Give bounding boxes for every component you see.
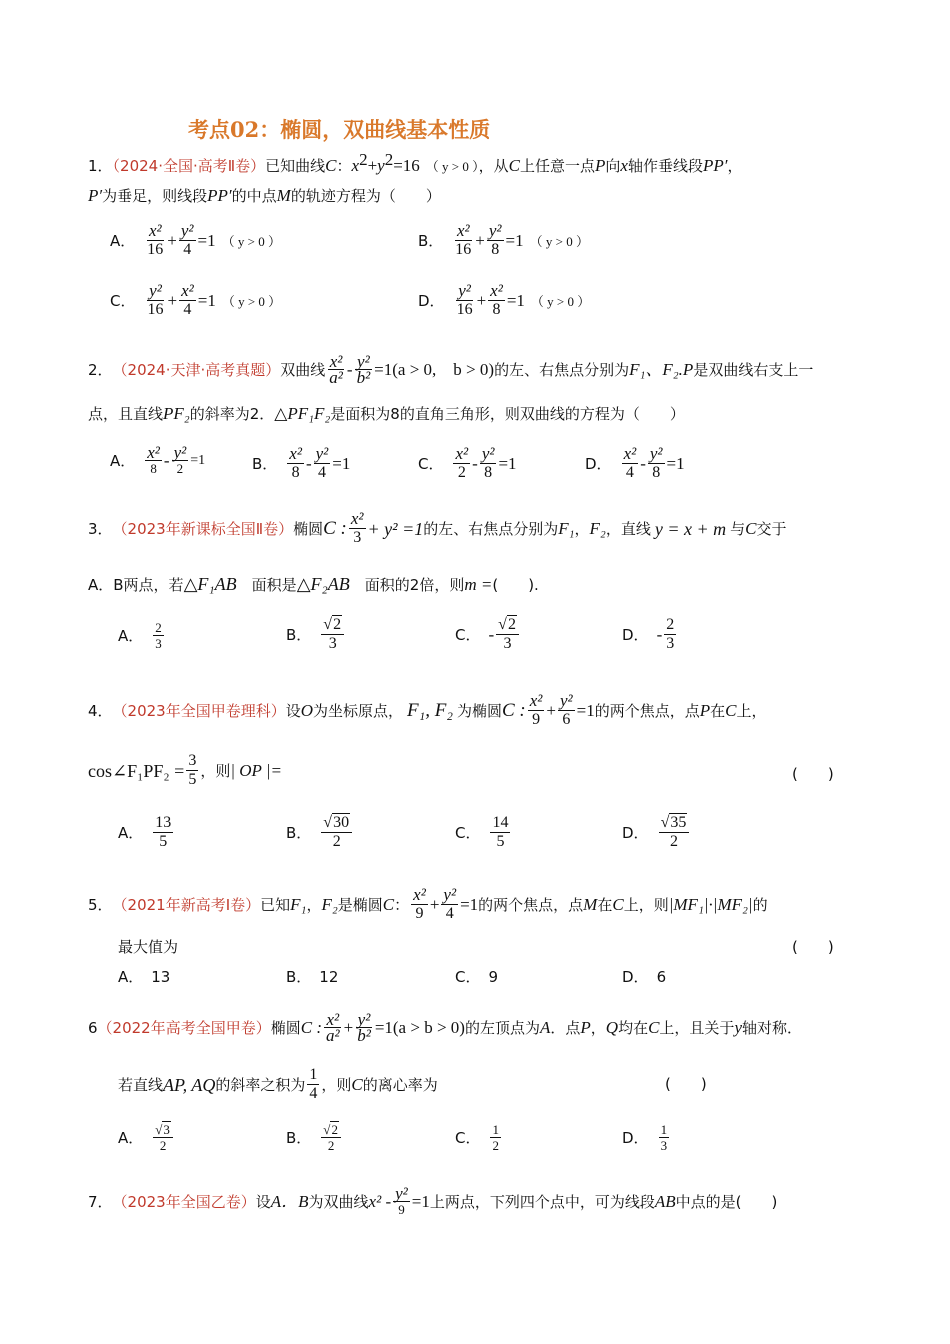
operator: + <box>546 700 556 720</box>
q7-math: AB <box>654 1191 676 1211</box>
fraction-numerator: 1 <box>309 1066 318 1083</box>
q4-text: 在 <box>710 701 726 720</box>
q5-math: C <box>612 894 624 914</box>
option-label: D． <box>585 455 612 473</box>
q1-math: PP′ <box>702 156 728 175</box>
fraction-numerator: y² <box>488 221 502 240</box>
q1-math: P′ <box>88 186 103 205</box>
q6-math: A <box>539 1017 551 1037</box>
q1-option-b[interactable] <box>418 222 589 259</box>
q3-text: 的左、右焦点分别为 <box>423 519 559 538</box>
fraction-denominator: 9 <box>398 1202 405 1217</box>
q3-math: △F₂AB <box>296 574 350 594</box>
fraction-numerator: y² <box>395 1184 408 1203</box>
q1-text: ： <box>336 157 352 175</box>
q6-math: AP, AQ <box>163 1074 216 1095</box>
q1-condition: （ y > 0 ） <box>425 159 479 174</box>
q4-text: 设 <box>285 701 301 720</box>
q2-option-b[interactable] <box>252 445 350 482</box>
fraction-numerator: 35 <box>670 814 687 831</box>
option-label: B． <box>252 455 278 473</box>
q5-option-b[interactable] <box>286 966 338 987</box>
q5-text: 的两个焦点，点 <box>478 895 584 914</box>
fraction-numerator: 3 <box>163 1122 170 1137</box>
fraction-numerator: 2 <box>331 1122 338 1137</box>
q2-text: 是面积为8的直角三角形，则双曲线的方程为（ ） <box>330 405 685 423</box>
q4-math: cos∠F₁PF₂ = <box>88 760 185 781</box>
option-label: B． <box>286 824 312 842</box>
fraction-numerator: y² <box>560 691 573 710</box>
fraction-denominator: 3 <box>353 529 362 546</box>
option-label: C． <box>455 824 481 842</box>
q6-text: 若直线 <box>118 1075 164 1094</box>
q3-math: m = <box>464 575 493 594</box>
question-1-line-1: 1．（2024·全国·高考Ⅱ卷）已知曲线C：$x^2+y^2=16$ （ y > 0 ），从C上任意一点P向x轴作垂线段PP′， <box>88 150 743 175</box>
q1-text: 上任意一点 <box>520 157 596 175</box>
fraction-denominator: 4 <box>183 241 192 258</box>
equation-rhs: =1 <box>576 700 595 720</box>
equation-rhs: =1 <box>666 453 685 473</box>
fraction-denominator: 3 <box>503 635 512 652</box>
operator: - <box>163 450 170 470</box>
equation-rhs: =1(a > 0, b > 0) <box>374 359 495 379</box>
equation-rhs: =1 <box>411 1191 430 1211</box>
fraction-denominator: 3 <box>155 636 162 651</box>
q5-text: 上，则 <box>623 895 669 914</box>
q6-option-d[interactable] <box>622 1122 671 1153</box>
fraction-denominator: 3 <box>666 635 675 652</box>
option-label: D． <box>622 968 649 986</box>
q3-math: + y² =1 <box>367 518 424 539</box>
option-value: 13 <box>151 967 171 986</box>
fraction-numerator: y² <box>315 444 329 463</box>
q6-math: P <box>580 1017 591 1037</box>
operator: + <box>429 894 440 914</box>
q3-math: F₁ <box>558 518 575 538</box>
fraction-numerator: y² <box>443 885 457 904</box>
fraction-denominator: b² <box>356 368 371 387</box>
q7-math: A．B <box>270 1191 309 1211</box>
option-label: D． <box>622 1129 649 1147</box>
fraction-numerator: 1 <box>492 1122 499 1137</box>
option-label: A． <box>118 1129 144 1147</box>
q2-option-a[interactable] <box>110 445 205 476</box>
fraction-denominator: 2 <box>159 1138 167 1153</box>
q6-text: 上，且关于 <box>659 1018 735 1037</box>
option-condition: （ y > 0 ） <box>221 294 282 309</box>
q6-math: y <box>734 1017 742 1037</box>
q1-text: 向 <box>605 157 621 175</box>
fraction-numerator: 2 <box>666 616 675 633</box>
q1-math: x <box>351 156 360 175</box>
q6-number: 6 <box>88 1018 98 1037</box>
q4-text: 为椭圆 <box>456 701 502 720</box>
fraction-denominator: 2 <box>457 464 466 481</box>
q1-math: C <box>508 156 520 175</box>
q5-text: 是椭圆 <box>337 895 383 914</box>
fraction-numerator: x² <box>148 221 162 240</box>
q3-text: 与 <box>730 519 746 538</box>
q7-source: （2023年全国乙卷） <box>112 1192 256 1211</box>
option-label: A． <box>118 627 144 645</box>
equation-rhs: =1 <box>460 894 479 914</box>
q3-text: ，直线 <box>605 519 651 538</box>
equation-rhs: =1 <box>190 452 206 468</box>
operator: - <box>640 453 646 473</box>
q1-option-a[interactable] <box>110 222 281 259</box>
fraction-numerator: y² <box>357 1010 371 1029</box>
q1-math: y <box>377 156 385 175</box>
q4-text: 上， <box>736 701 767 720</box>
fraction-numerator: x² <box>329 352 343 371</box>
option-label: A． <box>110 452 136 470</box>
q4-source: （2023年全国甲卷理科） <box>112 701 286 720</box>
operator: - <box>472 453 478 473</box>
operator: + <box>475 230 485 250</box>
fraction-denominator: 5 <box>188 771 197 788</box>
q4-math: O <box>300 700 314 720</box>
q5-text: ： <box>394 895 410 914</box>
q4-math: C : <box>502 699 526 721</box>
q6-math: Q <box>605 1017 619 1037</box>
q2-math: F₁、F₂.P <box>629 359 694 379</box>
q5-option-c[interactable] <box>455 966 498 987</box>
equation-rhs: =1 <box>197 290 216 310</box>
fraction-numerator: 3 <box>188 752 197 769</box>
fraction-denominator: a² <box>329 368 343 387</box>
fraction-numerator: 30 <box>333 814 350 831</box>
fraction-denominator: 4 <box>309 1085 318 1102</box>
q7-number: 7． <box>88 1192 113 1211</box>
fraction-numerator: 2 <box>507 616 516 633</box>
fraction-numerator: x² <box>623 444 637 463</box>
q4-option-d[interactable]: D． $\frac{√35}{2}$ <box>622 814 691 851</box>
q6-text: ， <box>590 1018 606 1037</box>
option-value: 6 <box>656 967 667 986</box>
q3-text: A．B两点，若 <box>88 576 184 594</box>
fraction-denominator: 8 <box>492 301 501 318</box>
fraction-numerator: x² <box>455 444 469 463</box>
q5-math: |MF₁|·|MF₂| <box>668 894 753 914</box>
operator: + <box>167 290 178 310</box>
option-label: C． <box>110 292 136 310</box>
q6-source: （2022年高考全国甲卷） <box>97 1018 271 1037</box>
q2-source: （2024·天津·高考真题） <box>112 360 281 379</box>
fraction-numerator: y² <box>180 221 194 240</box>
fraction-denominator: 8 <box>491 241 500 258</box>
q6-text: 的离心率为 <box>362 1075 438 1094</box>
fraction-numerator: x² <box>350 509 364 528</box>
option-label: C． <box>455 968 481 986</box>
q7-text: 上两点，下列四个点中，可为线段 <box>429 1192 655 1211</box>
option-label: C． <box>455 1129 481 1147</box>
q5-line-2: 最大值为 <box>118 938 179 956</box>
option-sign: - <box>488 624 495 644</box>
q7-text: 为双曲线 <box>308 1192 369 1211</box>
option-condition: （ y > 0 ） <box>221 234 281 249</box>
fraction-denominator: 5 <box>159 833 168 850</box>
option-label: A． <box>118 824 144 842</box>
q5-math: C <box>382 894 395 914</box>
q5-source: （2021年新高考Ⅰ卷） <box>112 895 261 914</box>
option-label: C． <box>455 626 481 644</box>
q2-option-c[interactable] <box>418 445 517 482</box>
q1-option-c[interactable] <box>110 282 281 319</box>
q1-text: 为垂足，则线段 <box>102 187 208 205</box>
q5-math: F₂ <box>321 894 338 914</box>
q3-option-c[interactable]: C． - $\frac{√2}{3}$ <box>455 616 521 653</box>
q6-math: C <box>648 1017 660 1037</box>
q2-text: 的左、右焦点分别为 <box>494 360 630 379</box>
q2-text: 双曲线 <box>280 360 326 379</box>
q5-math: M <box>583 894 598 914</box>
fraction-denominator: 8 <box>291 464 300 481</box>
q2-text: 的斜率为2． <box>189 405 275 423</box>
operator: + <box>476 290 487 310</box>
q5-option-d[interactable] <box>622 966 666 987</box>
option-label: B． <box>286 1129 312 1147</box>
q5-text: 的 <box>752 895 768 914</box>
q4-answer-paren: ( ) <box>792 765 834 783</box>
equation-rhs: =1 <box>505 230 524 250</box>
fraction-denominator: 4 <box>183 301 192 318</box>
fraction-denominator: 2 <box>492 1138 499 1153</box>
option-value: 12 <box>319 967 339 986</box>
q6-text: ，则 <box>321 1075 352 1094</box>
q6-text: ．点 <box>550 1018 581 1037</box>
q4-option-b[interactable]: B． $\frac{√30}{2}$ <box>286 814 354 851</box>
fraction-denominator: 4 <box>625 464 634 481</box>
fraction-denominator: 4 <box>445 905 454 922</box>
fraction-denominator: 9 <box>532 711 541 728</box>
q4-math: C <box>725 700 737 720</box>
q1-text: 的轨迹方程为（ ） <box>290 187 441 205</box>
fraction-numerator: y² <box>357 352 370 371</box>
option-label: D． <box>622 824 649 842</box>
equation-rhs: =1(a > b > 0) <box>374 1017 465 1037</box>
q7-text: 中点的是( ) <box>675 1192 778 1211</box>
question-1-line-2 <box>88 186 441 206</box>
q3-text: 椭圆 <box>293 519 324 538</box>
fraction-numerator: x² <box>490 281 503 300</box>
q3-text: 面积是 <box>251 576 297 594</box>
question-5-line-1 <box>88 886 768 923</box>
q4-text: ，则 <box>200 761 231 780</box>
fraction-denominator: a² <box>326 1026 340 1045</box>
q6-text: 的斜率之积为 <box>215 1075 306 1094</box>
fraction-numerator: y² <box>458 281 471 300</box>
q6-text: 均在 <box>618 1018 649 1037</box>
q6-answer-paren: ( ) <box>665 1075 707 1093</box>
q3-math: △F₁AB <box>183 574 237 594</box>
q2-number: 2． <box>88 360 113 379</box>
fraction-numerator: x² <box>289 444 302 463</box>
q4-math: P <box>699 700 711 720</box>
q4-number: 4． <box>88 701 113 720</box>
q1-text: 已知曲线 <box>265 157 326 175</box>
q5-text: ， <box>306 895 322 914</box>
fraction-denominator: 16 <box>147 301 164 318</box>
q4-math: F₁, F₂ <box>407 699 453 721</box>
fraction-numerator: y² <box>649 444 663 463</box>
equation-rhs: =1 <box>332 453 351 473</box>
question-6-line-1 <box>88 1012 802 1043</box>
question-3-line-1 <box>88 510 787 547</box>
question-3-line-2 <box>88 574 539 595</box>
q3-option-a[interactable] <box>118 620 166 651</box>
q7-text: 设 <box>255 1192 271 1211</box>
q2-option-d[interactable] <box>585 445 685 482</box>
fraction-numerator: y² <box>481 444 495 463</box>
fraction-numerator: x² <box>147 443 160 462</box>
option-label: D． <box>622 626 649 644</box>
q6-text: 的左顶点为 <box>464 1018 540 1037</box>
q5-text: 已知 <box>260 895 291 914</box>
fraction-numerator: 2 <box>333 616 342 633</box>
option-value: 9 <box>488 967 499 986</box>
fraction-denominator: 8 <box>652 464 661 481</box>
q4-option-c[interactable] <box>455 814 512 851</box>
option-sign: - <box>656 624 663 644</box>
fraction-numerator: y² <box>149 281 162 300</box>
q1-text: ， <box>727 157 743 175</box>
fraction-numerator: x² <box>529 691 543 710</box>
equation-rhs: =1 <box>498 453 517 473</box>
fraction-denominator: 16 <box>147 241 164 258</box>
fraction-numerator: x² <box>413 885 426 904</box>
q3-text: 面积的2倍，则 <box>364 576 465 594</box>
fraction-numerator: y² <box>173 443 187 462</box>
fraction-numerator: x² <box>326 1010 340 1029</box>
option-label: D． <box>418 292 445 310</box>
question-2-line-2 <box>88 404 685 424</box>
q6-math: C : <box>300 1017 322 1037</box>
q1-math: PP′ <box>207 186 232 205</box>
q5-option-a[interactable] <box>118 966 170 987</box>
q1-math: C <box>325 156 337 175</box>
q1-option-d[interactable] <box>418 282 590 319</box>
fraction-denominator: 8 <box>150 461 157 476</box>
fraction-denominator: 9 <box>415 905 424 922</box>
fraction-denominator: 2 <box>332 833 341 850</box>
q3-number: 3． <box>88 519 113 538</box>
fraction-denominator: 3 <box>328 635 337 652</box>
operator: + <box>343 1017 354 1037</box>
q5-number: 5． <box>88 895 113 914</box>
q3-math: C : <box>323 517 347 539</box>
q1-math: + <box>367 156 378 175</box>
q6-text: 轴对称． <box>741 1018 802 1037</box>
q2-text: 是双曲线右支上一 <box>693 360 814 379</box>
fraction-numerator: 14 <box>492 814 509 831</box>
q1-source: （2024·全国·高考Ⅱ卷） <box>112 157 266 175</box>
q1-math: x <box>620 156 628 175</box>
q5-math: F₁ <box>290 894 307 914</box>
equation-rhs: =1 <box>506 290 525 310</box>
q6-math: C <box>351 1074 363 1094</box>
q3-math: y = x + m <box>654 518 727 539</box>
option-condition: （ y > 0 ） <box>530 294 591 309</box>
q3-math: C <box>745 518 757 538</box>
question-4-line-2 <box>88 752 282 789</box>
fraction-numerator: 2 <box>155 620 162 635</box>
q1-math: =16 <box>393 156 420 175</box>
q4-text: 为坐标原点， <box>313 701 404 720</box>
q7-math: x² - <box>368 1191 392 1211</box>
q4-text: 的两个焦点，点 <box>594 701 700 720</box>
operator: + <box>167 230 177 250</box>
fraction-numerator: x² <box>456 221 470 240</box>
q3-text: ( ). <box>492 576 539 594</box>
q1-math: M <box>276 186 291 205</box>
fraction-denominator: 2 <box>669 833 678 850</box>
option-label: B． <box>286 626 312 644</box>
fraction-denominator: 5 <box>496 833 505 850</box>
q3-source: （2023年新课标全国Ⅱ卷） <box>112 519 294 538</box>
q6-option-a[interactable]: A． $\frac{√3}{2}$ <box>118 1122 175 1153</box>
q1-text: ，从 <box>478 157 509 175</box>
q5-answer-paren: ( ) <box>792 938 834 956</box>
fraction-denominator: 8 <box>484 464 493 481</box>
option-label: B． <box>286 968 312 986</box>
q3-text: ， <box>574 519 590 538</box>
q2-text: 点，且直线 <box>88 405 164 423</box>
q2-math: PF₂ <box>163 404 190 423</box>
fraction-numerator: 1 <box>660 1122 668 1137</box>
question-2-line-1 <box>88 354 813 385</box>
fraction-denominator: 16 <box>456 301 473 318</box>
q6-option-b[interactable]: B． $\frac{√2}{2}$ <box>286 1122 343 1153</box>
fraction-numerator: 13 <box>155 814 172 831</box>
fraction-denominator: 2 <box>176 461 184 476</box>
operator: - <box>346 359 353 379</box>
equation-rhs: =1 <box>197 230 216 250</box>
operator: - <box>305 453 312 473</box>
q6-text: 椭圆 <box>270 1018 301 1037</box>
q1-text: 轴作垂线段 <box>627 157 703 175</box>
q1-number: 1． <box>88 157 113 175</box>
option-label: C． <box>418 455 444 473</box>
q5-text: 在 <box>597 895 613 914</box>
question-4-line-1 <box>88 692 767 729</box>
q3-option-d[interactable] <box>622 616 678 653</box>
fraction-numerator: x² <box>181 281 194 300</box>
option-label: A． <box>118 968 144 986</box>
fraction-denominator: 2 <box>327 1138 335 1153</box>
page-title: 考点02：椭圆，双曲线基本性质 <box>188 117 491 142</box>
question-7-line-1 <box>88 1186 777 1217</box>
q3-text: 交于 <box>756 519 787 538</box>
q4-option-a[interactable] <box>118 814 175 851</box>
question-6-line-2 <box>118 1066 438 1103</box>
option-label: A． <box>110 232 136 250</box>
fraction-denominator: b² <box>357 1026 371 1045</box>
q3-math: F₂ <box>589 518 606 538</box>
option-label: B． <box>418 232 444 250</box>
fraction-denominator: 3 <box>660 1138 668 1153</box>
q6-option-c[interactable] <box>455 1122 503 1153</box>
fraction-denominator: 4 <box>317 464 326 481</box>
q3-option-b[interactable]: B． $\frac{√2}{3}$ <box>286 616 346 653</box>
q1-text: 的中点 <box>231 187 277 205</box>
fraction-denominator: 16 <box>455 241 472 258</box>
fraction-denominator: 6 <box>562 711 571 728</box>
option-condition: （ y > 0 ） <box>529 234 589 249</box>
q1-math: P <box>595 156 606 175</box>
q2-math: △PF₁F₂ <box>274 404 331 423</box>
q4-math: | OP |= <box>230 760 283 780</box>
